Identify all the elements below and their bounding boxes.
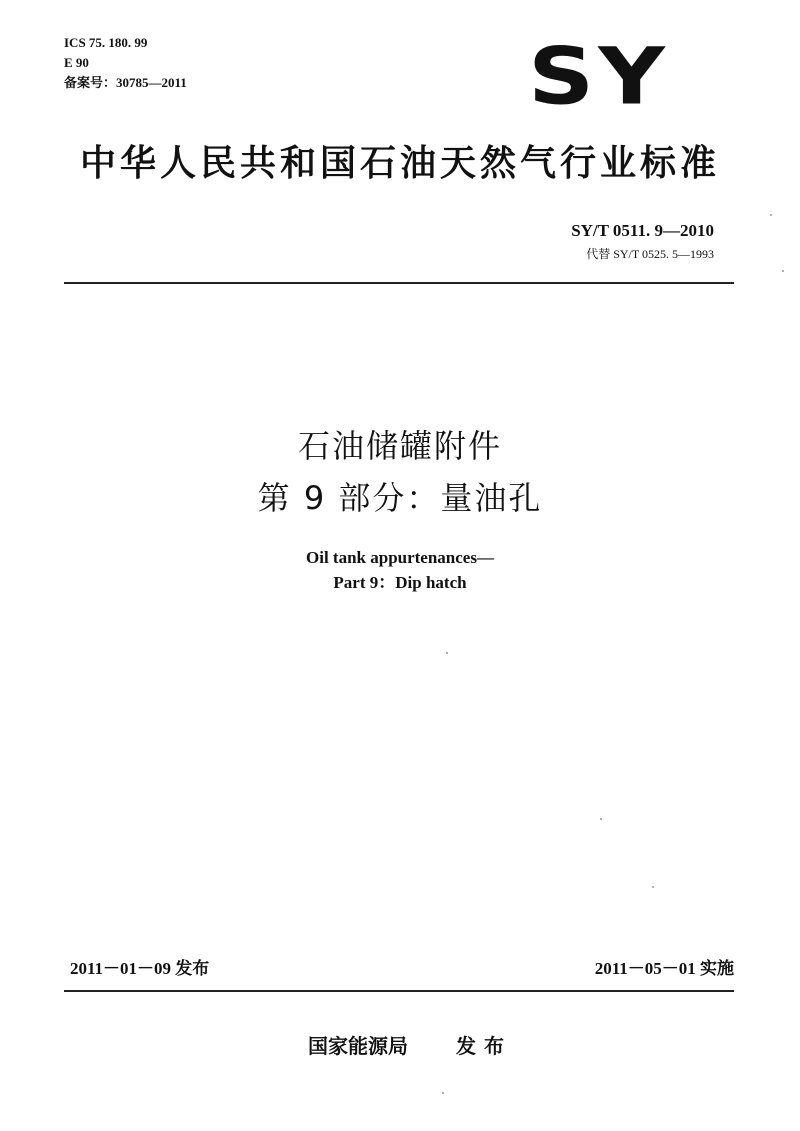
scan-speck xyxy=(442,1092,444,1094)
scan-speck xyxy=(770,214,772,216)
scan-speck xyxy=(782,270,784,272)
scan-speck xyxy=(600,818,602,820)
top-divider xyxy=(64,282,734,284)
scan-speck xyxy=(446,652,448,654)
issuer-name: 国家能源局 xyxy=(308,1034,408,1058)
ics-code: ICS 75. 180. 99 xyxy=(64,35,148,50)
classification-code: E 90 xyxy=(64,55,89,70)
replaces-standard: 代替 SY/T 0525. 5—1993 xyxy=(586,247,714,261)
english-title-line-1: Oil tank appurtenances— xyxy=(306,548,494,567)
issue-date: 2011－01－09 发布 xyxy=(70,959,210,978)
scan-speck xyxy=(652,886,654,888)
bottom-divider xyxy=(64,990,734,992)
chinese-title-line-2: 第 9 部分：量油孔 xyxy=(257,479,543,517)
filing-number: 备案号：30785—2011 xyxy=(64,75,187,90)
organization-title: 中华人民共和国石油天然气行业标准 xyxy=(79,143,720,184)
implementation-date: 2011－05－01 实施 xyxy=(594,959,734,978)
standard-number: SY/T 0511. 9—2010 xyxy=(571,221,714,240)
chinese-title-line-1: 石油储罐附件 xyxy=(297,427,502,465)
issuer-action: 发布 xyxy=(456,1034,512,1058)
english-title-line-2: Part 9：Dip hatch xyxy=(333,573,467,592)
sy-logo: SY xyxy=(528,31,669,123)
